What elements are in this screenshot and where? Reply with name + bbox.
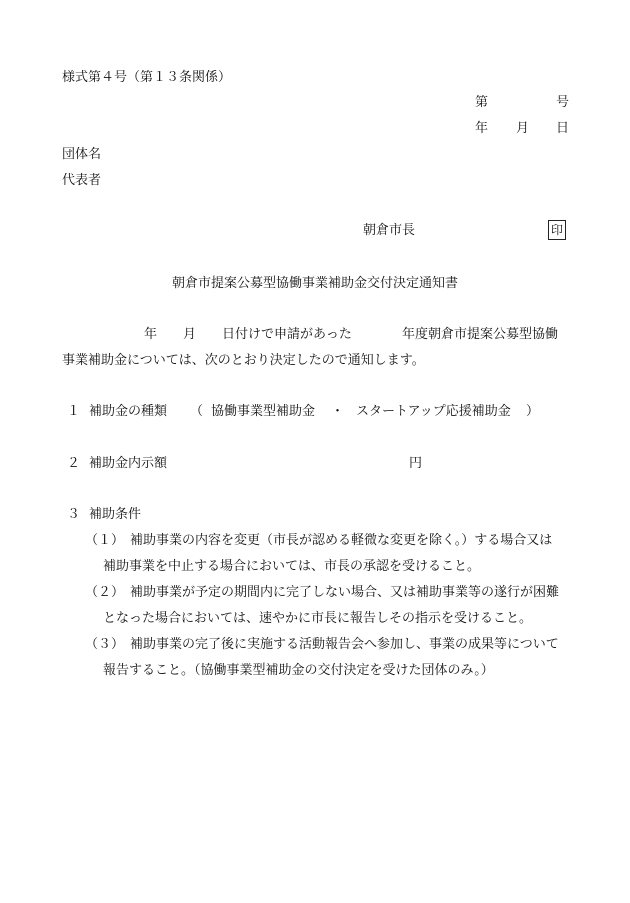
issuer-name: 朝倉市長: [363, 223, 416, 238]
condition-2-line-2: となった場合においては、速やかに市長に報告しその指示を受けること。: [103, 611, 533, 626]
organization-label: 団体名: [62, 147, 102, 162]
date-day-label: 日: [556, 121, 570, 136]
condition-3-number: （３）: [85, 637, 125, 652]
condition-3-line-1: 補助事業の完了後に実施する活動報告会へ参加し、事業の成果等について: [130, 637, 559, 652]
item-3-label: 補助条件: [89, 507, 142, 522]
item-1-close-paren: ）: [526, 404, 540, 419]
intro-month-label: 月: [183, 327, 197, 342]
intro-fiscal-text: 年度朝倉市提案公募型協働: [402, 327, 559, 342]
condition-1-line-2: 補助事業を中止する場合においては、市長の承認を受けること。: [103, 559, 481, 574]
item-1-separator: ・: [331, 404, 345, 419]
intro-year-label: 年: [144, 327, 158, 342]
date-year-label: 年: [475, 121, 489, 136]
date-month-label: 月: [516, 121, 530, 136]
representative-label: 代表者: [62, 173, 102, 188]
doc-number-prefix: 第: [475, 95, 489, 110]
item-1-option-collab: 協働事業型補助金: [211, 404, 316, 419]
condition-3-line-2: 報告すること。（協働事業型補助金の交付決定を受けた団体のみ。）: [103, 663, 494, 678]
document-title: 朝倉市提案公募型協働事業補助金交付決定通知書: [172, 276, 459, 291]
item-1-number: １: [67, 404, 81, 419]
item-2-number: ２: [67, 456, 81, 471]
condition-2-number: （２）: [85, 585, 125, 600]
item-1-option-startup: スタートアップ応援補助金: [356, 404, 511, 419]
form-number: 様式第４号（第１３条関係）: [62, 70, 232, 85]
item-2-label: 補助金内示額: [89, 456, 168, 471]
item-3-number: ３: [67, 507, 81, 522]
item-2-unit: 円: [409, 456, 423, 471]
condition-1-number: （１）: [85, 533, 125, 548]
seal-mark: 印: [548, 220, 566, 240]
item-1-label: 補助金の種類: [89, 404, 168, 419]
condition-1-line-1: 補助事業の内容を変更（市長が認める軽微な変更を除く。）する場合又は: [130, 533, 553, 548]
intro-dated-text: 日付けで申請があった: [222, 327, 352, 342]
doc-number-suffix: 号: [556, 95, 570, 110]
intro-line-2: 事業補助金については、次のとおり決定したので通知します。: [62, 353, 425, 368]
condition-2-line-1: 補助事業が予定の期間内に完了しない場合、又は補助事業等の遂行が困難: [130, 585, 560, 600]
item-1-open-paren: （: [190, 404, 204, 419]
